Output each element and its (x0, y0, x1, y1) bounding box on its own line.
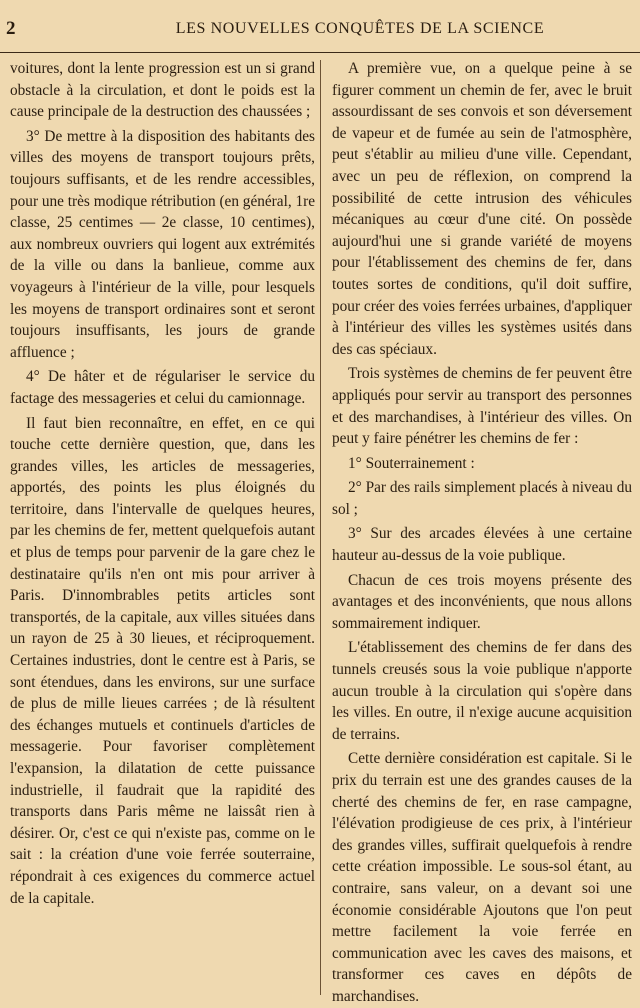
page-number: 2 (6, 18, 16, 39)
paragraph: 3° De mettre à la disposition des habitants des villes des moyens de transport toujours prêts, toujours suffisants, et de les rendre accessibles, pour une très modique rétribution (en général, 1re classe, 25 centimes — 2e classe, 10 centimes), aux nombreux ouvriers qui logent aux extrémités de la ville ou dans la banlieue, comme aux voyageurs à l'intérieur de la ville, pour lesquels les moyens de transport ordinaires sont et seront toujours insuffisants, les jours de grande affluence ; (10, 127, 315, 361)
header-rule (0, 52, 640, 53)
running-title: LES NOUVELLES CONQUÊTES DE LA SCIENCE (175, 20, 545, 37)
paragraph: voitures, dont la lente progression est un si grand obstacle à la circulation, et dont le poids est la cause principale de la destruction des chaussées ; (10, 60, 315, 121)
left-column (10, 58, 315, 994)
paragraph: A première vue, on a quelque peine à se figurer comment un chemin de fer, avec le bruit assourdissant de ses convois et son déversement de vapeur et de fumée au sein de l'atmosphère, peut s'établir au milieu d'une ville. Cependant, avec un peu de réflexion, on comprend la possibilité de cette intrusion des véhicules mécaniques au cœur d'une cité. On possède aujourd'hui une si grande variété de moyens pour l'établissement des chemins de fer, dans toutes sortes de conditions, qu'il doit suffire, pour créer des voies ferrées urbaines, d'appliquer à l'intérieur des villes les systèmes usités dans des cas spéciaux. (332, 60, 632, 358)
column-divider (320, 60, 321, 995)
paragraph: 1° Souterrainement : (348, 454, 475, 472)
paragraph: 2° Par des rails simplement placés à niveau du sol ; (332, 479, 632, 518)
paragraph: Trois systèmes de chemins de fer peuvent être appliqués pour servir au transport des personnes et des marchandises, à l'intérieur des villes. On peut y faire pénétrer les chemins de fer : (332, 365, 632, 448)
paragraph: 3° Sur des arcades élevées à une certaine hauteur au-dessus de la voie publique. (332, 525, 632, 565)
paragraph: L'établissement des chemins de fer dans des tunnels creusés sous la voie publique n'apporte aucun trouble à la circulation qui s'opère dans les villes. En outre, il n'exige aucune acquisition de terrains. (332, 639, 632, 743)
paragraph: Chacun de ces trois moyens présente des avantages et des inconvénients, que nous allons sommairement indiquer. (332, 571, 632, 632)
paragraph: Cette dernière considération est capitale. Si le prix du terrain est une des grandes causes de la cherté des chemins de fer, en rase campagne, l'élévation prodigieuse de ces prix, à l'intérieur des grandes villes, suffirait quelquefois à rendre cette création impossible. Le sous-sol étant, au contraire, sans valeur, on a devant soi une économie considérable Ajoutons que l'on peut mettre facilement la voie ferrée en communication avec les caves des maisons, et transformer ces caves en dépôts de marchandises. (332, 750, 632, 1005)
page-header (0, 14, 640, 44)
paragraph: Il faut bien reconnaître, en effet, en ce qui touche cette dernière question, que, dans les grandes villes, les articles de messageries, apportés, des points les plus éloignés du territoire, dans l'intervalle de quelques heures, par les chemins de fer, mettent quelquefois autant et plus de temps pour parvenir de la gare chez le destinataire qu'ils n'en ont mis pour arriver à Paris. D'innombrables petits articles sont transportés, de la capitale, aux villes situées dans un rayon de 25 à 30 lieues, et réciproquement. Certaines industries, dont le centre est à Paris, se sont étendues, dans les environs, sur une surface de plus de mille lieues carrées ; de là résultent des échanges mutuels et continuels d'articles de messagerie. Pour favoriser complètement l'expansion, la dilatation de cette puissance industrielle, il faudrait que la rapidité des transports dans Paris même ne laissât rien à désirer. Or, c'est ce qui n'existe pas, comme on le sait : la création d'une voie ferrée souterraine, répondrait à ces exigences du commerce actuel de la capitale. (10, 414, 315, 907)
right-column (332, 58, 632, 1005)
paragraph: 4° De hâter et de régulariser le service du factage des messageries et celui du camionnage. (10, 368, 315, 407)
